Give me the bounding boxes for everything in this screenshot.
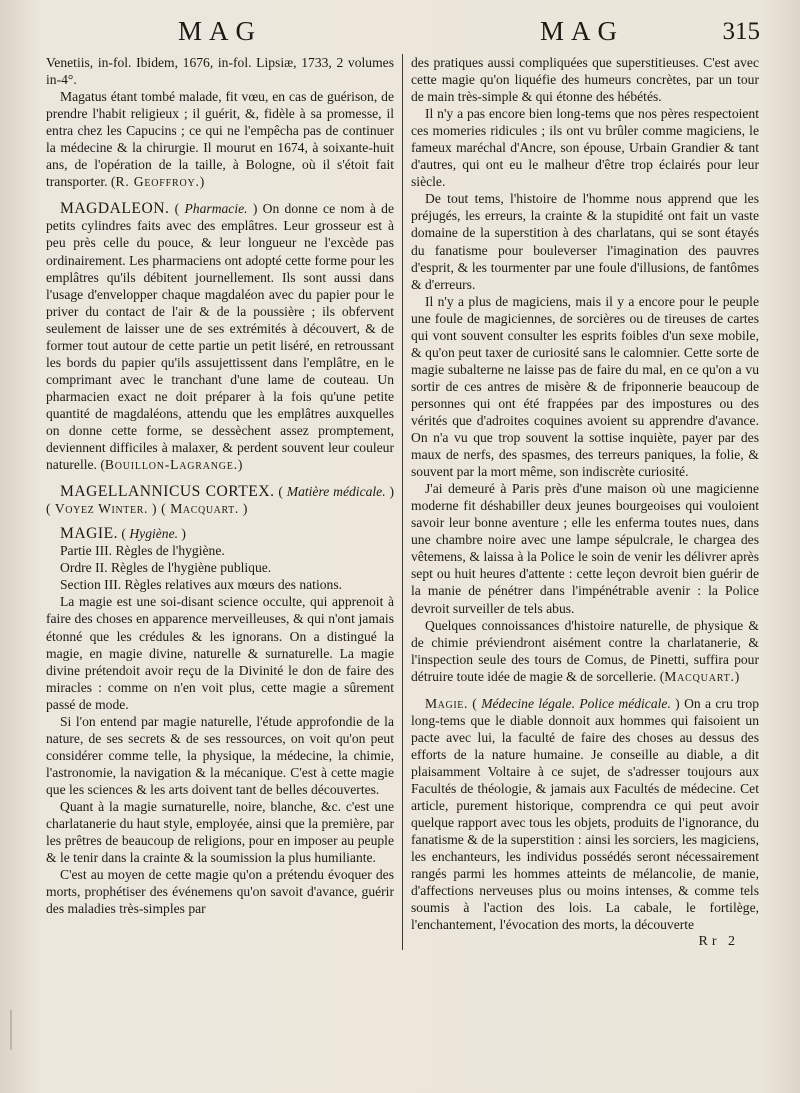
paren-close: ): [237, 457, 243, 473]
entry-magie-hygiene: MAGIE. ( Hygiène. ): [60, 525, 186, 543]
paragraph: [411, 617, 759, 685]
author-signature: Macquart.: [664, 668, 735, 684]
signature-mark: Rr 2: [698, 934, 739, 950]
paragraph: J'ai demeuré à Paris près d'une maison où une magicienne moderne fit déshabiller deux jeunes bourgeoises qui vouloient savoir leur bonne aventure ; elle les enferma toutes nues, dans une chambre noire avec une lampe sépulcrale, le chargea des vêtemens, & laissa à la Police le soin de venir les délivrer après sept ou huit heures d'attente : cette leçon devroit bien guérir de la manie de pénétrer dans l'impénétrable avenir : la Police devroit surveiller de tels abus.: [411, 481, 759, 616]
header-right-word: MAG: [540, 16, 625, 46]
paren-close: ): [199, 174, 205, 190]
outline-line: Section III. Règles relatives aux mœurs des nations.: [60, 577, 343, 593]
header-left-word: MAG: [178, 16, 263, 46]
entry-subject: Pharmacie.: [184, 201, 248, 217]
running-header: [46, 16, 782, 54]
entry-magie-legale: Magie. ( Médecine légale. Police médicale. ) On a cru trop long-tems que le diable donnoit aux hommes qui faisoient un pacte avec lui, la faculté de faire des choses au dessus des efforts de la nature humaine. Je conseille au diable, a dit plaisamment Voltaire à ce sujet, de s'adresser toujours aux Facultés de théologie, & jamais aux Facultés de médecine. Cet article, purement historique, comprendra ce qui peut avoir quelque rapport avec tous les objets, produits de l'ignorance, du fanatisme & de la superstition : ainsi les sorciers, les magiciens, les enchanteurs, les individus possédés seront nécessairement rangés parmi les hommes atteints de mélancolie, de manie, d'affections nerveuses plus ou moins intenses, & comme tels soumis à l'action des lois. La cabale, le fortilège, l'enchantement, l'évocation des morts, la découverte: [411, 695, 759, 933]
entry-title: MAGIE.: [60, 525, 119, 543]
paragraph-text: Magatus étant tombé malade, fit vœu, en cas de guérison, de prendre l'habit religieux ; il guérit, &, fidèle à sa promesse, il entra chez les Capucins ; ce qui ne l'empêcha pas de continuer la médecine & la chirurgie. Il mourut en 1674, à soixante-huit ans, de l'opération de la taille, à Bologne, où il s'étoit fait transporter. (: [46, 89, 394, 190]
entry-title: Magie.: [425, 695, 468, 711]
paren-close: ): [734, 668, 740, 684]
paragraph: des pratiques aussi compliquées que superstitieuses. C'est avec cette magie qu'on liquéfie des humeurs concrètes, par un tour de main très-simple & qui étonne des hébétés.: [411, 55, 759, 105]
entry-magellannicus: MAGELLANNICUS CORTEX. ( Matière médicale. ) ( Voyez Winter. ) ( Macquart. ): [46, 483, 395, 517]
page-number: 315: [722, 18, 760, 45]
outline-line: Partie III. Règles de l'hygiène.: [60, 543, 225, 559]
two-column-body: [46, 54, 782, 950]
binding-mark: [10, 1010, 26, 1050]
entry-subject: Médecine légale. Police médicale.: [481, 695, 671, 711]
entry-body: On a cru trop long-tems que le diable donnoit aux hommes qui faisoient un pacte avec lui, la faculté de faire des choses au dessus des efforts de la nature humaine. Je conseille au diable, a dit plaisamment Voltaire à ce sujet, de s'adresser toujours aux Facultés de théologie, & jamais aux Facultés de médecine. Cet article, purement historique, comprendra ce qui peut avoir quelque rapport avec tous les objets, produits de l'ignorance, du fanatisme & de la superstition : ainsi les sorciers, les magiciens, les enchanteurs, les individus possédés seront nécessairement rangés parmi les hommes atteints de mélancolie, de manie, d'affections nerveuses plus ou moins intenses, & comme tels soumis à l'action des lois. La cabale, le fortilège, l'enchantement, l'évocation des morts, la découverte: [411, 695, 759, 933]
paragraph: La magie est une soi-disant science occulte, qui apprenoit à faire des choses en apparence merveilleuses, & qui n'ont jamais étonné que les crédules & les ignorans. On a distingué la magie, en magie divine, naturelle & surnaturelle. La magie divine prétendoit avoir reçu de la Divinité le don de faire des miracles : comme on n'en voit plus, cette magie a sûrement passé de mode.: [46, 594, 394, 712]
paragraph: De tout tems, l'histoire de l'homme nous apprend que les préjugés, les erreurs, la crainte & la stupidité ont fait un vaste domaine de la superstition à des charlatans, qui se sont étayés du fanatisme pour bouleverser l'imagination des pauvres d'esprit, & les tourmenter par une foule d'illusions, de fantômes & d'erreurs.: [411, 191, 759, 292]
entry-body: On donne ce nom à de petits cylindres faits avec des emplâtres. Leur grosseur est à peu près celle du pouce, & leur longueur ne l'excède pas ordinairement. Les pharmaciens ont adopté cette forme pour les emplâtres qu'ils débitent journellement. Ils sont aussi dans l'usage d'envelopper chaque magdaléon avec du papier pour le priver du contact de l'air & de la poussière ; ils obfervent seulement de laisser une de ses extrémités à découvert, & de former tout autour de cette partie un petit liséré, en retroussant les bords du papier qu'ils assujettissent dans l'emplâtre, en le comprimant avec le tranchant d'une lame de couteau. Un pharmacien exact ne doit préparer à la fois qu'une petite quantité de magdaléons, attendu que les emplâtres auxquelles on donne cette forme, se dessèchent assez promptement, deviennent difficiles à malaxer, & perdent souvent leur couleur naturelle. (: [46, 201, 395, 473]
paragraph: Si l'on entend par magie naturelle, l'étude approfondie de la nature, de ses secrets & de ses ressources, on voit qu'on peut considérer comme telle, la physique, la médecine, la chimie, l'astronomie, la navigation & la mécanique. C'est à cette magie que les sciences & les arts doivent tant de belles découvertes.: [46, 713, 394, 797]
entry-title: MAGELLANNICUS CORTEX.: [60, 483, 275, 501]
paragraph-text: Quelques connoissances d'histoire naturelle, de physique & de chimie préviendront aisément contre la charlatanerie, & l'inspection seule des tours de Comus, de Pinetti, suffira pour détruire toute idée de magie & de sorcellerie. (: [411, 617, 759, 684]
right-column: [403, 54, 759, 950]
author-signature: Bouillon-Lagrange.: [104, 457, 238, 473]
entry-subject: Hygiène.: [129, 526, 179, 542]
outline-line: Ordre II. Règles de l'hygiène publique.: [60, 560, 272, 576]
paragraph: Quant à la magie surnaturelle, noire, blanche, &c. c'est une charlatanerie du haut style, employée, ainsi que la première, par les prêtres de beaucoup de religions, pour en imposer au peuple & le tenir dans la crainte & la soumission la plus humiliante.: [46, 798, 394, 866]
paragraph: C'est au moyen de cette magie qu'on a prétendu évoquer des morts, prophétiser des événemens qu'on savoit d'avance, guérir des maladies très-simples par: [46, 867, 394, 917]
cross-reference: ( Voyez Winter. ) ( Macquart. ): [46, 501, 248, 517]
paragraph: Il n'y a plus de magiciens, mais il y a encore pour le peuple une foule de magiciennes, de sorcières ou de tireuses de cartes qui vont souvent consulter les esprits foibles d'un sexe mobile, & qu'on peut taxer de curiosité sans le calomnier. Cette sorte de magie subalterne ne laisse pas de faire du mal, en ce qu'on a vu sortir de ces antres de misère & de friponnerie beaucoup de personnes qui ont été frappées par des impostures ou des vérités que d'adroites coquines avoient su apprendre d'avance. On n'a vu que trop souvent la sottise inquiète, payer par des maux de nerfs, des spasmes, des terreurs paniques, la folie, & souvent par la mort même, son indiscrète curiosité.: [411, 293, 759, 480]
entry-title: MAGDALEON.: [60, 200, 170, 218]
paragraph: [46, 88, 394, 190]
paragraph: Il n'y a pas encore bien long-tems que nos pères respectoient ces momeries ridicules ; ils ont vu brûler comme magiciens, le fameux maréchal d'Ancre, son épouse, Urbain Grandier & tant d'autres, qui ont eu le malheur d'être trop éclairés pour leur siècle.: [411, 106, 759, 190]
paragraph: Venetiis, in-fol. Ibidem, 1676, in-fol. Lipsiæ, 1733, 2 volumes in-4°.: [46, 55, 394, 88]
entry-subject: Matière médicale.: [286, 484, 386, 500]
left-column: [46, 54, 402, 950]
entry-magdaleon: MAGDALEON. ( Pharmacie. ) On donne ce nom à de petits cylindres faits avec des emplâtres. Leur grosseur est à peu près celle du pouce, & leur longueur ne l'excède pas ordinairement. Les pharmaciens ont adopté cette forme pour les emplâtres qu'ils débitent journellement. Ils sont aussi dans l'usage d'envelopper chaque magdaléon avec du papier pour le priver du contact de l'air & de la poussière ; ils obfervent seulement de laisser une de ses extrémités à découvert, & de former tout autour de cette partie un petit liséré, en retroussant les bords du papier qu'ils assujettissent dans l'emplâtre, en le comprimant avec le tranchant d'une lame de couteau. Un pharmacien exact ne doit préparer à la fois qu'une petite quantité de magdaléons, attendu que les emplâtres auxquelles on donne cette forme, se dessèchent assez promptement, deviennent difficiles à malaxer, & perdent souvent leur couleur naturelle. (Bouillon-Lagrange.): [46, 200, 395, 473]
author-signature: R. Geoffroy.: [115, 174, 200, 190]
